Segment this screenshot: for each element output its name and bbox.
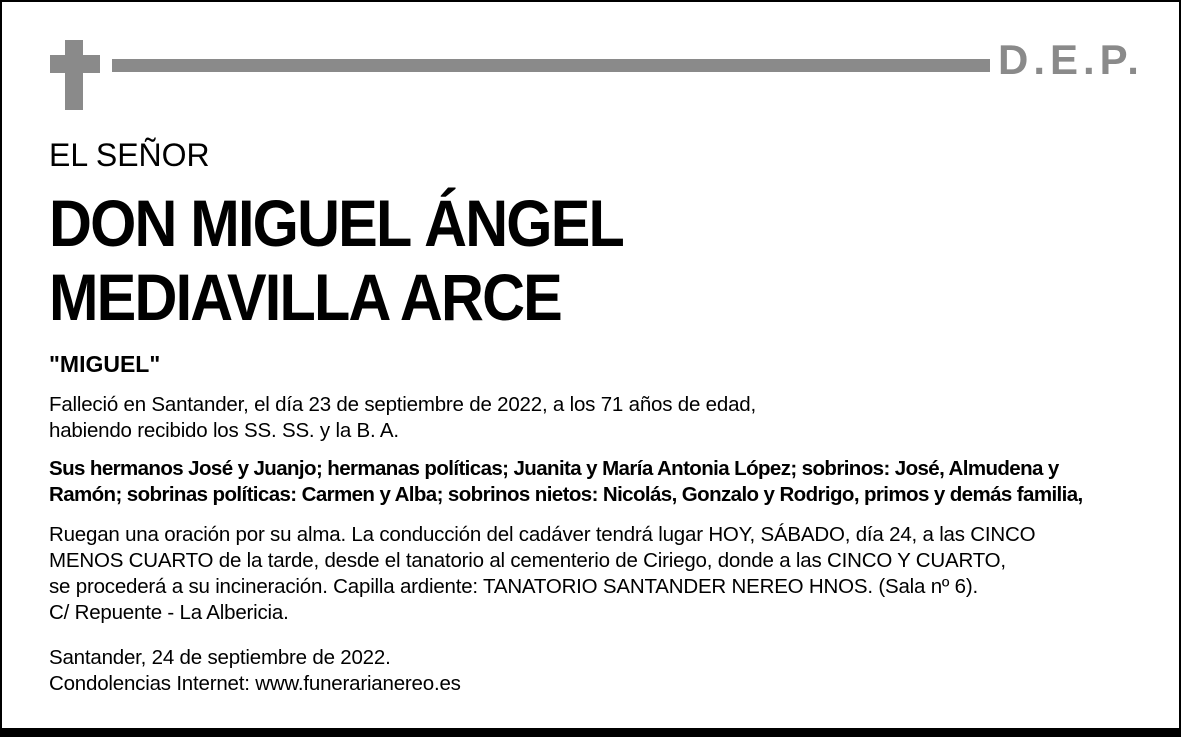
death-line: habiendo recibido los SS. SS. y la B. A. xyxy=(49,419,399,442)
family-line: Sus hermanos José y Juanjo; hermanas políticas; Juanita y María Antonia López; sobrinos: José, Almudena y xyxy=(49,457,1059,480)
death-paragraph xyxy=(49,392,756,444)
family-paragraph xyxy=(49,456,1083,508)
header-rule xyxy=(112,59,990,72)
footer-paragraph xyxy=(49,645,461,697)
family-line: Ramón; sobrinas políticas: Carmen y Alba; sobrinos nietos: Nicolás, Gonzalo y Rodrigo, primos y demás familia, xyxy=(49,483,1083,506)
deceased-name xyxy=(49,186,623,334)
condolences-line: Condolencias Internet: www.funerarianereo.es xyxy=(49,672,461,695)
name-line-1: DON MIGUEL ÁNGEL xyxy=(49,186,624,260)
ceremony-paragraph xyxy=(49,522,1035,626)
ceremony-line: se procederá a su incineración. Capilla ardiente: TANATORIO SANTANDER NEREO HNOS. (Sala nº 6). xyxy=(49,575,979,598)
ceremony-line: C/ Repuente - La Albericia. xyxy=(49,601,289,624)
nickname: "MIGUEL" xyxy=(49,351,161,377)
death-line: Falleció en Santander, el día 23 de septiembre de 2022, a los 71 años de edad, xyxy=(49,393,756,416)
cross-icon xyxy=(65,40,83,110)
cross-icon-crossbar xyxy=(50,55,100,73)
honorific-title: EL SEÑOR xyxy=(49,137,210,173)
dep-label: D.E.P. xyxy=(998,36,1144,83)
ceremony-line: Ruegan una oración por su alma. La conducción del cadáver tendrá lugar HOY, SÁBADO, día 24, a las CINCO xyxy=(49,523,1036,546)
name-line-2: MEDIAVILLA ARCE xyxy=(49,260,561,334)
ceremony-line: MENOS CUARTO de la tarde, desde el tanatorio al cementerio de Ciriego, donde a las CINCO Y CUARTO, xyxy=(49,549,1006,572)
date-line: Santander, 24 de septiembre de 2022. xyxy=(49,646,391,669)
